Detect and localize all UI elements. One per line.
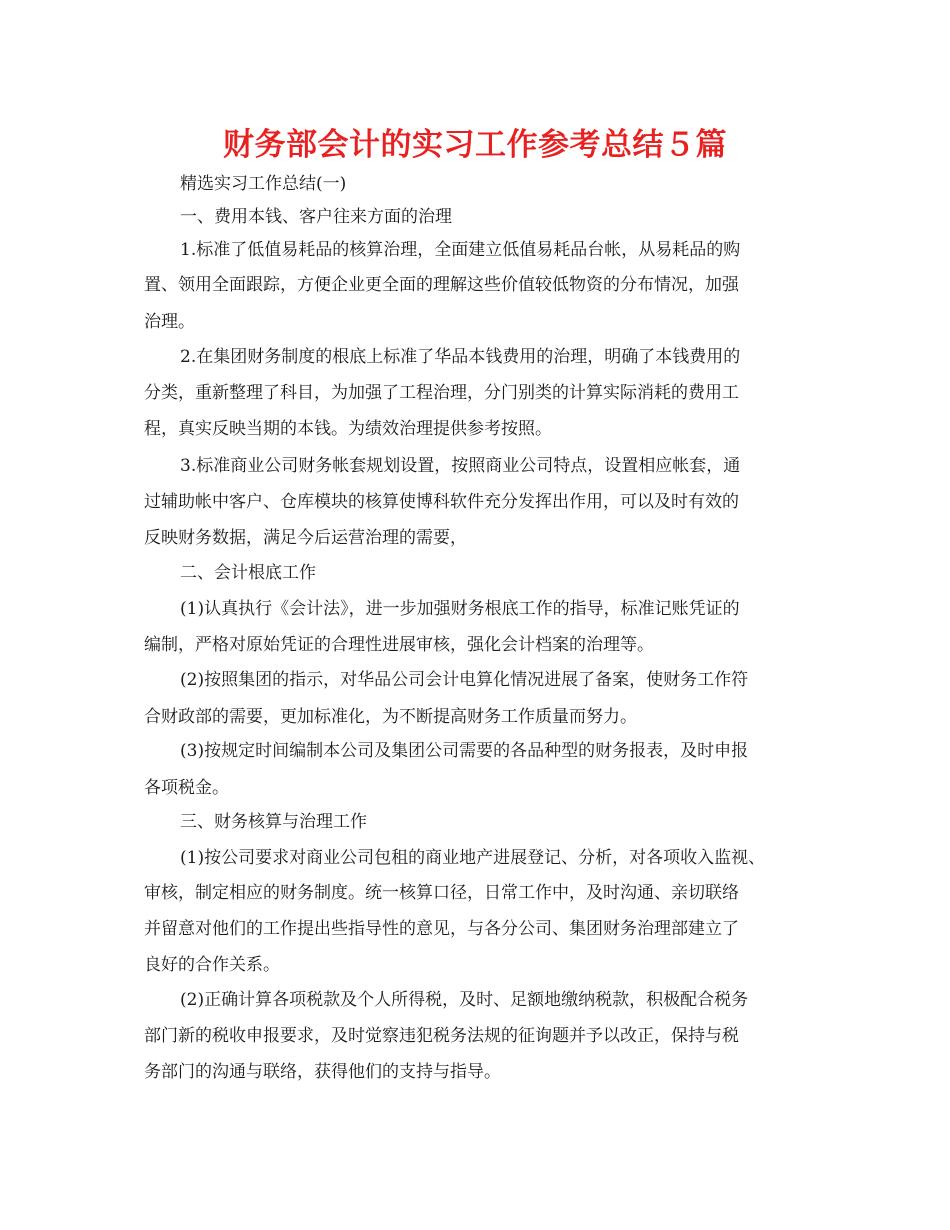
paragraph-line: 3.标准商业公司财务帐套规划设置，按照商业公司特点，设置相应帐套，通 (180, 456, 741, 476)
paragraph-line: (1)认真执行《会计法》，进一步加强财务根底工作的指导，标准记账凭证的 (180, 599, 740, 619)
section-heading: 精选实习工作总结(一) (180, 174, 347, 194)
paragraph-line: 程，真实反映当期的本钱。为绩效治理提供参考按照。 (144, 419, 552, 439)
paragraph-line: 过辅助帐中客户、仓库模块的核算使博科软件充分发挥出作用，可以及时有效的 (144, 492, 739, 512)
paragraph-line: 各项税金。 (144, 778, 229, 798)
section-heading: 三、财务核算与治理工作 (180, 812, 367, 832)
paragraph-line: 反映财务数据，满足今后运营治理的需要， (144, 528, 467, 548)
paragraph-line: 1.标准了低值易耗品的核算治理，全面建立低值易耗品台帐，从易耗品的购 (180, 240, 741, 260)
paragraph-line: 治理。 (144, 312, 195, 332)
section-heading: 一、费用本钱、客户往来方面的治理 (180, 207, 452, 227)
paragraph-line: 审核，制定相应的财务制度。统一核算口径，日常工作中，及时沟通、亲切联络 (144, 883, 739, 903)
paragraph-line: (2)正确计算各项税款及个人所得税，及时、足额地缴纳税款，积极配合税务 (180, 990, 749, 1010)
paragraph-line: 置、领用全面跟踪，方便企业更全面的理解这些价值较低物资的分布情况，加强 (144, 275, 739, 295)
paragraph-line: 编制，严格对原始凭证的合理性进展审核，强化会计档案的治理等。 (144, 635, 654, 655)
paragraph-line: (2)按照集团的指示，对华品公司会计电算化情况进展了备案，使财务工作符 (180, 670, 749, 690)
section-heading: 二、会计根底工作 (180, 563, 316, 583)
paragraph-line: 务部门的沟通与联络，获得他们的支持与指导。 (144, 1062, 501, 1082)
document-title: 财务部会计的实习工作参考总结５篇 (223, 127, 727, 163)
paragraph-line: 并留意对他们的工作提出些指导性的意见，与各分公司、集团财务治理部建立了 (144, 919, 739, 939)
paragraph-line: 良好的合作关系。 (144, 955, 280, 975)
paragraph-line: 分类，重新整理了科目，为加强了工程治理，分门别类的计算实际消耗的费用工 (144, 383, 739, 403)
paragraph-line: (3)按规定时间编制本公司及集团公司需要的各品种型的财务报表，及时申报 (180, 741, 749, 761)
paragraph-line: 合财政部的需要，更加标准化，为不断提高财务工作质量而努力。 (144, 707, 637, 727)
paragraph-line: 2.在集团财务制度的根底上标准了华品本钱费用的治理，明确了本钱费用的 (180, 347, 741, 367)
paragraph-line: 部门新的税收申报要求，及时觉察违犯税务法规的征询题并予以改正，保持与税 (144, 1026, 739, 1046)
paragraph-line: (1)按公司要求对商业公司包租的商业地产进展登记、分析，对各项收入监视、 (180, 848, 766, 868)
